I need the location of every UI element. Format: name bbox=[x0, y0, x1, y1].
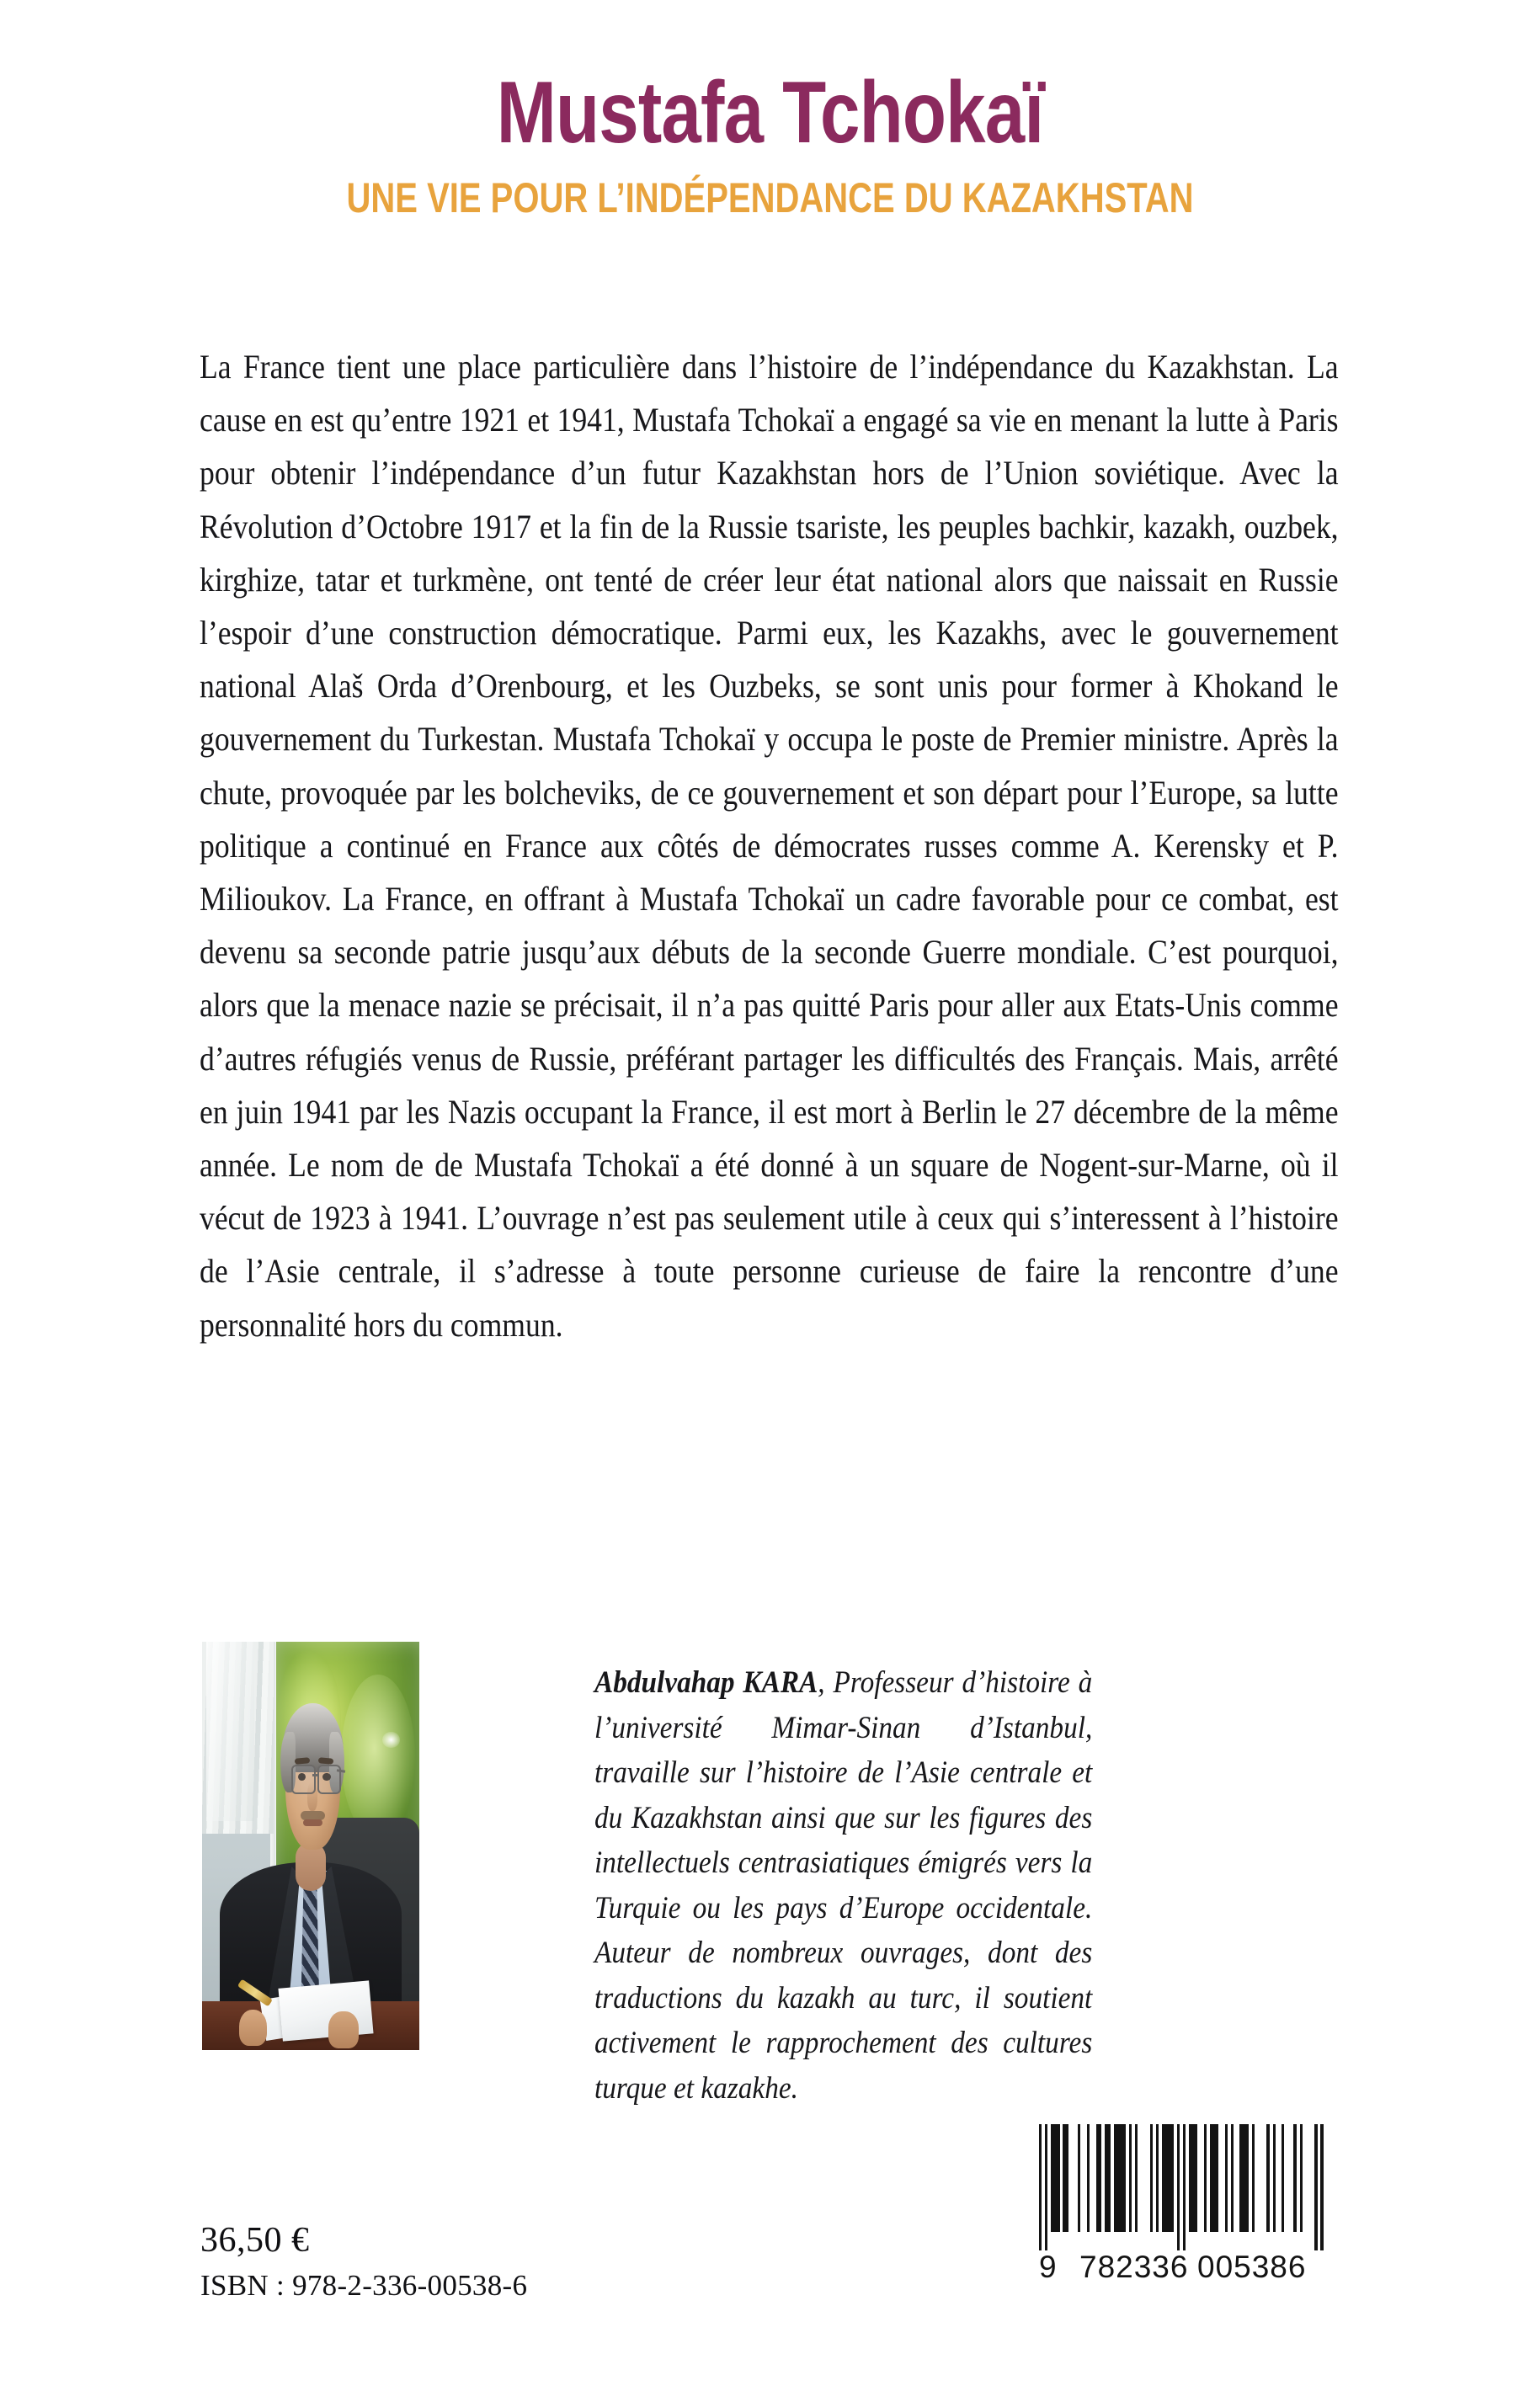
photo-foliage-right bbox=[341, 1675, 415, 1838]
price-label: 36,50 € bbox=[200, 2221, 310, 2260]
blurb-paragraph: La France tient une place particulière dans l’histoire de l’indépendance du Kazakhstan. La cause en est qu’entre 1921 et 1941, Mustafa Tchokaï a engagé sa vie en menant la lutte à Paris pour obtenir l’indépendance d’un futur Kazakhstan hors de l’Union soviétique. Avec la Révolution d’Octobre 1917 et la fin de la Russie tsariste, les peuples bachkir, kazakh, ouzbek, kirghize, tatar et turkmène, ont tenté de créer leur état national alors que naissait en Russie l’espoir d’une construction démocratique. Parmi eux, les Kazakhs, avec le gouvernement national Alaš Orda d’Orenbourg, et les Ouzbeks, se sont unis pour former à Khokand le gouvernement du Turkestan. Mustafa Tchokaï y occupa le poste de Premier ministre. Après la chute, provoquée par les bolcheviks, de ce gouvernement et son départ pour l’Europe, sa lutte politique a continué en France aux côtés de démocrates russes comme A. Kerensky et P. Milioukov. La France, en offrant à Mustafa Tchokaï un cadre favorable pour ce combat, est devenu sa seconde patrie jusqu’aux débuts de la seconde Guerre mondiale. C’est pourquoi, alors que la menace nazie se précisait, il n’a pas quitté Paris pour aller aux Etats-Unis comme d’autres réfugiés venus de Russie, préférant partager les difficultés des Français. Mais, arrêté en juin 1941 par les Nazis occupant la France, il est mort à Berlin le 27 décembre de la même année. Le nom de de Mustafa Tchokaï a été donné à un square de Nogent-sur-Marne, où il vécut de 1923 à 1941. L’ouvrage n’est pas seulement utile à ceux qui s’interessent à l’histoire de l’Asie centrale, il s’adresse à toute personne curieuse de faire la rencontre d’une personnalité hors du commun. bbox=[200, 348, 1339, 1344]
barcode-digit-group-right: 005386 bbox=[1197, 2250, 1307, 2284]
barcode-digit-lead: 9 bbox=[1039, 2250, 1058, 2284]
barcode-digits bbox=[1039, 2250, 1324, 2285]
page-title: Mustafa Tchokaï bbox=[496, 64, 1044, 162]
photo-window-glare bbox=[382, 1732, 400, 1748]
photo-mustache bbox=[301, 1811, 324, 1820]
author-bio-text: , Professeur d’histoire à l’université Mimar-Sinan d’Istanbul, travaille sur l’histoire de l’Asie centrale et du Kazakhstan ainsi que sur les figures des intellectuels centrasiatiques émigrés vers la Turquie ou les pays d’Europe occidentale. Auteur de nombreux ouvrages, dont des traductions du kazakh au turc, il soutient activement le rapprochement des cultures turque et kazakhe. bbox=[594, 1665, 1093, 2106]
author-name: Abdulvahap KARA bbox=[594, 1665, 818, 1700]
footer-left bbox=[200, 2219, 527, 2305]
photo-eyebrow-left bbox=[294, 1757, 310, 1765]
photo-nose bbox=[307, 1782, 317, 1811]
barcode-digit-group-left: 782336 bbox=[1079, 2250, 1189, 2284]
photo-mouth bbox=[303, 1819, 322, 1825]
photo-hand-right bbox=[328, 2011, 359, 2048]
photo-curtain-highlight bbox=[206, 1642, 254, 1821]
photo-paper bbox=[278, 1981, 373, 2042]
photo-glasses-bridge bbox=[312, 1774, 317, 1776]
title-block bbox=[0, 64, 1540, 221]
author-photo bbox=[202, 1642, 419, 2050]
page-subtitle: UNE VIE POUR L’INDÉPENDANCE DU KAZAKHSTAN bbox=[346, 174, 1194, 221]
barcode bbox=[1039, 2124, 1324, 2288]
barcode-bars bbox=[1039, 2124, 1324, 2250]
author-bio bbox=[594, 1660, 1092, 2111]
photo-eyebrow-right bbox=[318, 1757, 334, 1765]
isbn-label: ISBN : 978-2-336-00538-6 bbox=[200, 2269, 528, 2302]
photo-hand-left bbox=[239, 2010, 268, 2047]
